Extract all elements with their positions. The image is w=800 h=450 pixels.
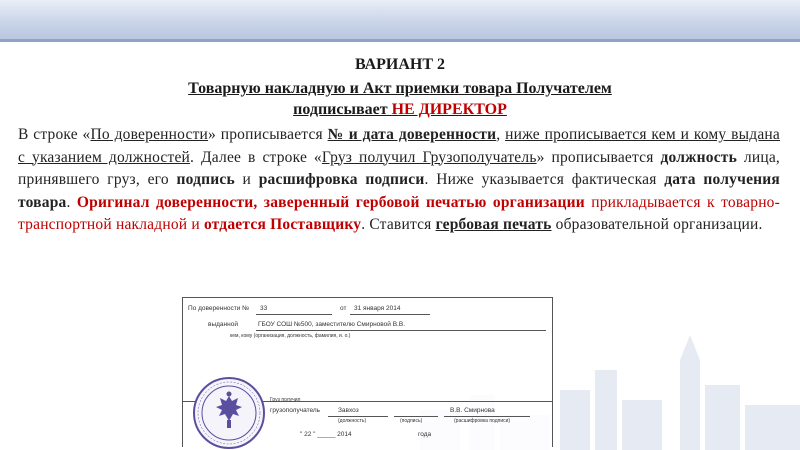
text-segment: ниже прописывается кем и кому выдана с указанием должностей [18, 126, 780, 166]
form-line [552, 297, 553, 447]
text-segment: должность [660, 148, 737, 166]
poa-number: 33 [260, 305, 268, 312]
instruction-paragraph [18, 124, 780, 237]
issued-label: выданной [208, 321, 238, 328]
text-segment: расшифровка подписи [258, 171, 425, 188]
text-segment: Груз получил Грузополучатель [321, 148, 537, 166]
text-segment: , [496, 126, 506, 143]
position-caption: (должность) [338, 418, 367, 424]
subtitle-prefix: подписывает [293, 101, 392, 118]
text-segment: отдается Поставщику [203, 216, 362, 233]
text-segment: дата получения товара [18, 171, 780, 211]
text-segment: подпись [176, 171, 235, 188]
form-line [182, 297, 183, 447]
poa-label: По доверенности № [188, 305, 250, 312]
text-segment: » прописывается [536, 148, 661, 166]
issued-to: ГБОУ СОШ №500, заместителю Смирновой В.В. [258, 321, 406, 328]
receipt-date-suffix: года [418, 431, 432, 438]
slide-title: ВАРИАНТ 2 [354, 56, 446, 73]
text-segment: гербовая печать [435, 216, 552, 233]
form-line [182, 297, 552, 298]
text-segment: прикладывается к товарно-транспортной накладной и [18, 193, 780, 233]
consignee-signature-name: В.В. Смирнова [450, 407, 495, 414]
poa-date: 31 января 2014 [354, 305, 401, 312]
top-banner [0, 0, 800, 42]
text-segment: В строке « [18, 126, 91, 143]
form-line [328, 416, 388, 417]
form-line [444, 416, 530, 417]
form-line [256, 314, 332, 315]
text-segment: образовательной организации. [551, 216, 763, 233]
text-segment: № и дата доверенности [327, 126, 497, 143]
consignee-label: грузополучатель [270, 407, 321, 414]
text-segment: . Ставится [361, 216, 436, 233]
text-segment: и [234, 171, 259, 188]
text-segment: По доверенности [90, 126, 209, 143]
consignee-position: Завхоз [338, 407, 359, 414]
form-line [350, 314, 430, 315]
signature-caption: (подпись) [400, 418, 423, 424]
text-segment: Оригинал доверенности, заверенный гербовой печатью организации [76, 193, 585, 211]
slide-subtitle: Товарную накладную и Акт приемки товара Получателем [188, 80, 612, 97]
poa-from-label: от [340, 305, 347, 312]
receipt-date: " 22 " _____ 2014 [300, 431, 352, 438]
subtitle-highlight: НЕ ДИРЕКТОР [391, 101, 507, 118]
issuer-caption: кем, кому (организация, должность, фамилия, и. о.) [230, 333, 351, 339]
form-line [256, 330, 546, 331]
coat-of-arms-seal [192, 376, 266, 450]
received-label: Груз получил [270, 397, 301, 403]
text-segment: . [66, 193, 77, 211]
decoding-caption: (расшифровка подписи) [454, 418, 511, 424]
text-segment: лица, принявшего груз, его [18, 148, 780, 188]
text-segment: » прописывается [208, 126, 328, 143]
slide-subtitle-line2 [40, 100, 760, 119]
text-segment: . Ниже указывается фактическая [424, 171, 665, 188]
form-line [394, 416, 438, 417]
text-segment: . Далее в строке « [190, 148, 322, 166]
